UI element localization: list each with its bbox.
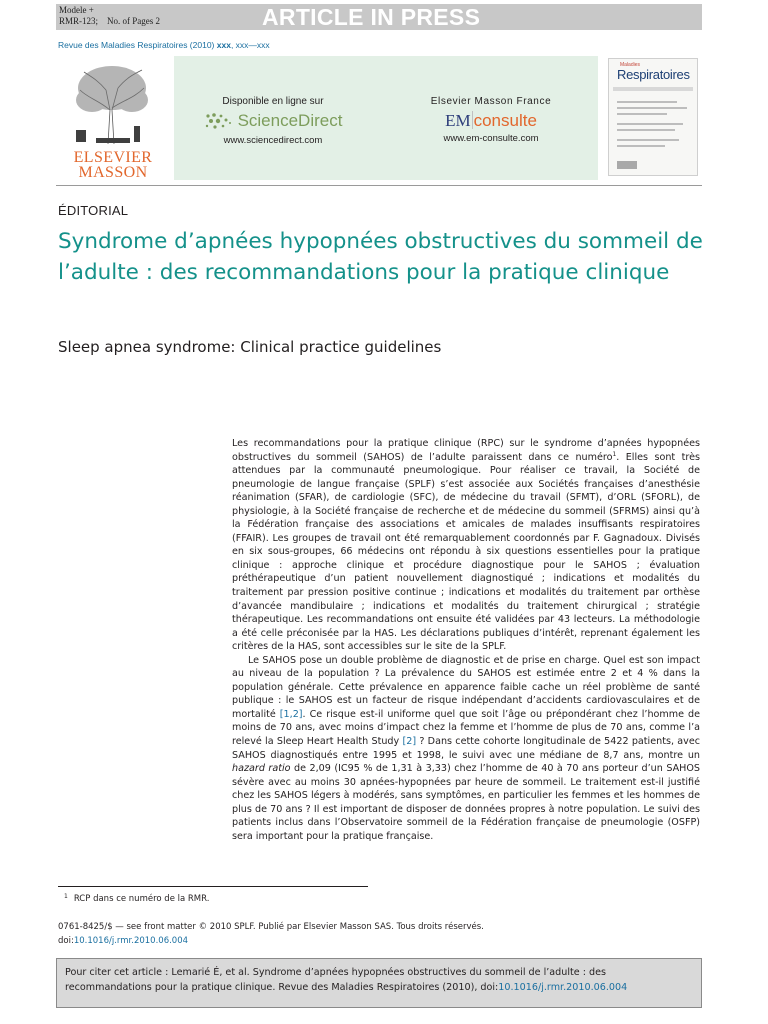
emconsulte-consulte: consulte [473, 111, 537, 130]
cover-text-line [617, 101, 677, 103]
cover-text-line [617, 123, 683, 125]
cover-title: Respiratoires [617, 67, 690, 82]
logo-text-masson: MASSON [78, 164, 148, 181]
paragraph-2 [232, 654, 700, 844]
footnote-divider [58, 886, 368, 887]
article-in-press-banner [56, 4, 702, 30]
cover-band [613, 87, 693, 91]
banner-title: ARTICLE IN PRESS [262, 4, 481, 30]
sciencedirect-dots-icon [204, 112, 234, 130]
journal-cover-thumbnail[interactable] [608, 58, 698, 176]
journal-reference[interactable] [58, 40, 270, 50]
paragraph-1-text-cont: . Elles sont très attendues par la communauté pneumologique. Pour réaliser ce travail, la Société de pneumologie de langue française (SPLF) s’est associée aux Sociétés françaises d’anesthésie réanimation (SFAR), de cardiologie (SFC), de médecine du travail (SFMT), d’ORL (SFORL), de physiologie, à la Société française de recherche et de médecine du sommeil (SFRMS) ainsi qu’à la Fédération française des associations et amicales de malades insuffisants respiratoires (FFAIR). Les groupes de travail ont été remarquablement coordonnés par F. Gagnadoux. Divisés en six sous-groupes, 66 médecins ont répondu à six questions essentielles pour la pratique clinique : approche clinique et procédure diagnostique pour le SAHOS ; évaluation préthérapeutique d’un patient nouvellement diagnostiqué ; indications et modalités du traitement par pression positive continue ; indications et modalités du traitement par orthèse d’avancée mandibulaire ; indications et modalités du traitement chirurgical ; stratégie thérapeutique. Les recommandations ont ensuite été validées par 43 lecteurs. La méthodologie a été celle préconisée par la HAS. Les déclarations publiques d’intérêt, reprenant également les critères de la HAS, sont accessibles sur le site de la SPLF. [232, 451, 700, 653]
cover-text-line [617, 107, 687, 109]
section-label: ÉDITORIAL [58, 203, 129, 218]
paragraph-2-text-end: de 2,09 (IC95 % de 1,31 à 3,33) chez l’homme de 40 à 70 ans porteur d’un SAHOS sévère avec au moins 30 apnées-hypopnées par heure de sommeil. Le traitement est-il justifié chez les SAHOS légers à modérés, sans symptômes, en particulier les femmes et les hommes de plus de 70 ans ? Il est important de disposer de données propres à notre population. Le suivi des patients inclus dans l’Observatoire sommeil de la Fédération française de pneumologie (OSFP) sera important pour la pratique française. [232, 763, 701, 842]
emconsulte-block [396, 96, 586, 144]
journal-name: Revue des Maladies Respiratoires (2010) [58, 40, 217, 50]
logo-text-elsevier: ELSEVIER [73, 149, 153, 166]
article-body [232, 437, 700, 843]
footnote-text: RCP dans ce numéro de la RMR. [73, 894, 210, 904]
copyright-line: 0761-8425/$ — see front matter © 2010 SPLF. Publié par Elsevier Masson SAS. Tous droits réservés. [58, 922, 484, 932]
sciencedirect-url[interactable]: www.sciencedirect.com [223, 135, 323, 146]
emconsulte-divider [472, 111, 473, 129]
italic-term: hazard ratio [232, 763, 291, 775]
doi-line [58, 934, 484, 948]
cover-text-line [617, 129, 675, 131]
copyright-block [58, 920, 484, 948]
citation-text: Pour citer cet article : Lemarié É, et al. Syndrome d’apnées hypopnées obstructives du sommeil de l’adulte : des recommandations pour la pratique clinique. Revue des Maladies Respiratoires (2010), doi: [65, 967, 606, 993]
manuscript-meta [59, 5, 160, 27]
elsevier-tree-icon [68, 60, 156, 146]
cover-text-line [617, 113, 667, 115]
online-availability-panel [174, 56, 598, 180]
paragraph-2-text-cont: ? Dans cette cohorte longitudinale de 5422 patients, avec SAHOS diagnostiqués entre 1995 et 1998, le suivi avec une médiane de 8,7 ans, montre un [232, 736, 700, 761]
doi-link[interactable]: 10.1016/j.rmr.2010.06.004 [73, 936, 189, 946]
emconsulte-url[interactable]: www.em-consulte.com [443, 133, 539, 144]
cover-publisher-mark [617, 161, 637, 169]
article-english-title: Sleep apnea syndrome: Clinical practice guidelines [58, 338, 442, 356]
emconsulte-logo[interactable] [396, 111, 586, 131]
article-title: Syndrome d’apnées hypopnées obstructives du sommeil de l’adulte : des recommandations pour la pratique clinique [58, 229, 703, 285]
citation-link[interactable]: [2] [402, 736, 417, 748]
journal-volume: xxx [216, 40, 231, 50]
journal-pages: , xxx—xxx [230, 40, 270, 50]
elsevier-masson-france-label: Elsevier Masson France [430, 96, 552, 107]
citation-box [56, 958, 702, 1008]
footnote-ref[interactable]: 1 [612, 450, 617, 458]
article-header [56, 56, 702, 186]
cover-text-line [617, 139, 679, 141]
citation-link[interactable]: [1,2] [279, 708, 303, 720]
cover-text-line [617, 145, 665, 147]
sciencedirect-block [198, 96, 348, 146]
meta-line-2: RMR-123; No. of Pages 2 [59, 16, 160, 26]
paragraph-2-text: Le SAHOS pose un double problème de diagnostic et de prise en charge. Quel est son impact au niveau de la population ? La prévalence du SAHOS est estimée entre 2 et 4 % dans la population générale. Cette prévalence en apparence faible cache un réel problème de santé publique : le SAHOS est un facteur de risque indépendant d’accidents cardiovasculaires et de mortalité [232, 654, 700, 720]
meta-line-1: Modele + [59, 5, 94, 15]
available-online-label: Disponible en ligne sur [222, 96, 324, 107]
sciencedirect-wordmark: ScienceDirect [237, 111, 343, 130]
paragraph-2-text-cont: . Ce risque est-il uniforme quel que soit l’âge ou prépondérant chez l’homme de moins de 70 ans, avec moins d’impact chez la femme et l’homme de plus de 70 ans, comme l’a relevé la Sleep Heart Health Study [232, 708, 700, 748]
doi-prefix: doi: [58, 936, 74, 946]
emconsulte-em: EM [445, 111, 471, 130]
footnote-mark: 1 [64, 893, 68, 900]
sciencedirect-logo[interactable] [198, 111, 348, 131]
cover-subtitle: Maladies [620, 62, 641, 68]
paragraph-1 [232, 437, 700, 654]
footnote [64, 893, 209, 904]
citation-doi-link[interactable]: 10.1016/j.rmr.2010.06.004 [498, 982, 628, 993]
paragraph-1-text: Les recommandations pour la pratique clinique (RPC) sur le syndrome d’apnées hypopnées obstructives du sommeil (SAHOS) de l’adulte paraissent dans ce numéro [232, 438, 700, 463]
elsevier-masson-logo[interactable] [58, 58, 168, 180]
